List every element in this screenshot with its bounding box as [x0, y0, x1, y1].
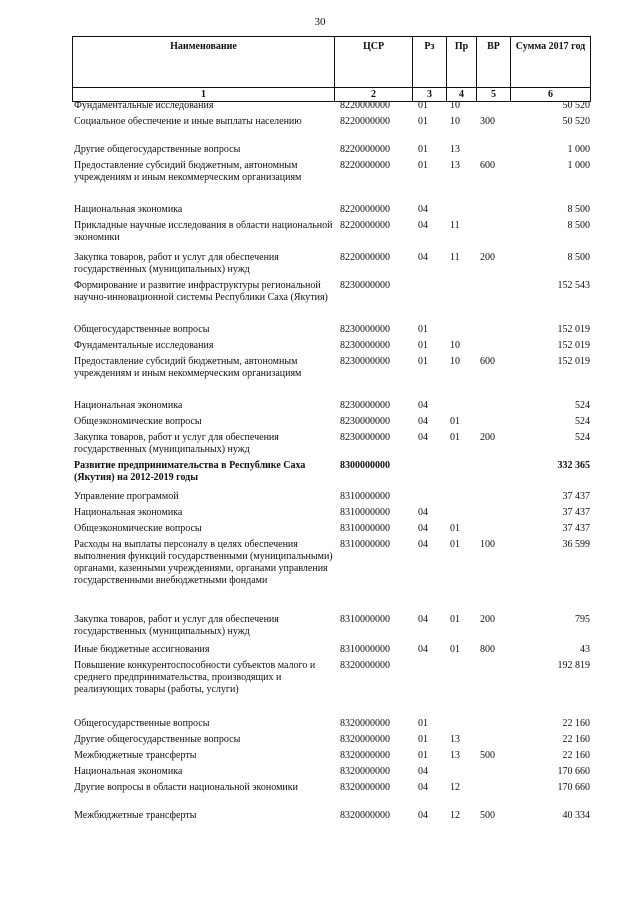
row-name: Закупка товаров, работ и услуг для обеспечения государственных (муниципальных) нужд — [74, 614, 279, 637]
row-csr: 8320000000 — [340, 718, 390, 729]
row-rz: 01 — [418, 160, 428, 171]
row-name: Фундаментальные исследования — [74, 340, 214, 351]
row-name: Другие общегосударственные вопросы — [74, 144, 241, 155]
row-pr: 10 — [450, 340, 460, 351]
row-csr: 8220000000 — [340, 144, 390, 155]
row-sum: 152 019 — [557, 324, 590, 335]
row-rz: 04 — [418, 810, 428, 821]
row-pr: 10 — [450, 100, 460, 111]
row-vr: 100 — [480, 539, 495, 550]
row-name: Национальная экономика — [74, 507, 183, 518]
row-csr: 8310000000 — [340, 539, 390, 550]
row-rz: 04 — [418, 644, 428, 655]
row-sum: 152 543 — [557, 280, 590, 291]
row-csr: 8320000000 — [340, 750, 390, 761]
row-sum: 8 500 — [567, 204, 590, 215]
row-sum: 524 — [575, 432, 590, 443]
row-vr: 500 — [480, 810, 495, 821]
row-csr: 8220000000 — [340, 252, 390, 263]
row-vr: 300 — [480, 116, 495, 127]
row-pr: 13 — [450, 734, 460, 745]
row-csr: 8320000000 — [340, 810, 390, 821]
row-csr: 8310000000 — [340, 523, 390, 534]
row-csr: 8300000000 — [340, 460, 390, 471]
row-csr: 8220000000 — [340, 100, 390, 111]
row-csr: 8230000000 — [340, 324, 390, 335]
row-rz: 01 — [418, 734, 428, 745]
row-csr: 8230000000 — [340, 356, 390, 367]
row-csr: 8230000000 — [340, 416, 390, 427]
row-vr: 600 — [480, 356, 495, 367]
row-sum: 152 019 — [557, 356, 590, 367]
row-pr: 13 — [450, 160, 460, 171]
row-name: Иные бюджетные ассигнования — [74, 644, 210, 655]
row-csr: 8220000000 — [340, 204, 390, 215]
row-rz: 04 — [418, 432, 428, 443]
row-sum: 50 520 — [562, 100, 590, 111]
row-name: Прикладные научные исследования в области национальной экономики — [74, 220, 333, 243]
row-name: Национальная экономика — [74, 766, 183, 777]
header-rz: Рз — [413, 37, 447, 88]
row-name: Другие общегосударственные вопросы — [74, 734, 241, 745]
row-sum: 43 — [580, 644, 590, 655]
row-name: Формирование и развитие инфраструктуры региональной научно-инновационной системы Республики Саха (Якутия) — [74, 280, 328, 303]
row-sum: 170 660 — [557, 766, 590, 777]
row-vr: 200 — [480, 432, 495, 443]
row-name: Закупка товаров, работ и услуг для обеспечения государственных (муниципальных) нужд — [74, 252, 279, 275]
row-sum: 524 — [575, 416, 590, 427]
row-name: Повышение конкурентоспособности субъектов малого и среднего предпринимательства, производящих и реализующих товары (работы, услуги) — [74, 660, 316, 695]
row-rz: 04 — [418, 252, 428, 263]
row-csr: 8310000000 — [340, 614, 390, 625]
row-csr: 8320000000 — [340, 660, 390, 671]
row-rz: 04 — [418, 220, 428, 231]
row-csr: 8320000000 — [340, 766, 390, 777]
row-vr: 200 — [480, 252, 495, 263]
row-rz: 04 — [418, 539, 428, 550]
row-rz: 04 — [418, 766, 428, 777]
row-name: Общеэкономические вопросы — [74, 523, 202, 534]
row-sum: 50 520 — [562, 116, 590, 127]
row-sum: 37 437 — [562, 491, 590, 502]
row-name: Предоставление субсидий бюджетным, автономным учреждениям и иным некоммерческим организациям — [74, 160, 302, 183]
row-rz: 04 — [418, 400, 428, 411]
row-sum: 795 — [575, 614, 590, 625]
row-csr: 8220000000 — [340, 220, 390, 231]
row-vr: 800 — [480, 644, 495, 655]
row-sum: 37 437 — [562, 507, 590, 518]
col-number-5: 5 — [477, 88, 511, 102]
col-number-3: 3 — [413, 88, 447, 102]
col-number-2: 2 — [335, 88, 413, 102]
row-sum: 37 437 — [562, 523, 590, 534]
row-sum: 1 000 — [567, 160, 590, 171]
row-sum: 22 160 — [562, 750, 590, 761]
row-sum: 40 334 — [562, 810, 590, 821]
row-name: Предоставление субсидий бюджетным, автономным учреждениям и иным некоммерческим организациям — [74, 356, 302, 379]
row-sum: 22 160 — [562, 718, 590, 729]
row-rz: 01 — [418, 718, 428, 729]
row-name: Развитие предпринимательства в Республике Саха (Якутия) на 2012-2019 годы — [74, 460, 306, 483]
row-csr: 8310000000 — [340, 491, 390, 502]
header-sum: Сумма 2017 год — [511, 37, 591, 88]
row-name: Межбюджетные трансферты — [74, 750, 197, 761]
row-sum: 22 160 — [562, 734, 590, 745]
row-pr: 12 — [450, 810, 460, 821]
row-name: Общегосударственные вопросы — [74, 324, 210, 335]
row-vr: 200 — [480, 614, 495, 625]
row-rz: 01 — [418, 100, 428, 111]
header-name: Наименование — [73, 37, 335, 88]
row-sum: 8 500 — [567, 220, 590, 231]
row-csr: 8320000000 — [340, 782, 390, 793]
row-pr: 01 — [450, 416, 460, 427]
row-sum: 36 599 — [562, 539, 590, 550]
row-name: Управление программой — [74, 491, 179, 502]
row-rz: 01 — [418, 116, 428, 127]
row-rz: 01 — [418, 340, 428, 351]
row-pr: 13 — [450, 144, 460, 155]
row-csr: 8230000000 — [340, 432, 390, 443]
row-pr: 01 — [450, 614, 460, 625]
row-csr: 8230000000 — [340, 280, 390, 291]
row-rz: 04 — [418, 416, 428, 427]
row-csr: 8230000000 — [340, 400, 390, 411]
row-name: Общегосударственные вопросы — [74, 718, 210, 729]
row-rz: 01 — [418, 750, 428, 761]
row-pr: 10 — [450, 356, 460, 367]
row-rz: 04 — [418, 523, 428, 534]
row-csr: 8220000000 — [340, 116, 390, 127]
row-pr: 01 — [450, 523, 460, 534]
row-pr: 12 — [450, 782, 460, 793]
row-name: Национальная экономика — [74, 400, 183, 411]
row-name: Национальная экономика — [74, 204, 183, 215]
header-csr: ЦСР — [335, 37, 413, 88]
row-name: Межбюджетные трансферты — [74, 810, 197, 821]
row-sum: 524 — [575, 400, 590, 411]
row-pr: 01 — [450, 644, 460, 655]
row-rz: 04 — [418, 782, 428, 793]
header-vr: ВР — [477, 37, 511, 88]
row-rz: 04 — [418, 507, 428, 518]
row-csr: 8310000000 — [340, 507, 390, 518]
row-name: Фундаментальные исследования — [74, 100, 214, 111]
row-sum: 1 000 — [567, 144, 590, 155]
row-csr: 8310000000 — [340, 644, 390, 655]
col-number-6: 6 — [511, 88, 591, 102]
row-sum: 152 019 — [557, 340, 590, 351]
table-header — [72, 36, 591, 102]
row-pr: 13 — [450, 750, 460, 761]
row-csr: 8220000000 — [340, 160, 390, 171]
row-name: Социальное обеспечение и иные выплаты населению — [74, 116, 302, 127]
row-sum: 332 365 — [557, 460, 590, 471]
row-pr: 10 — [450, 116, 460, 127]
row-rz: 04 — [418, 614, 428, 625]
row-csr: 8230000000 — [340, 340, 390, 351]
row-pr: 01 — [450, 432, 460, 443]
row-rz: 01 — [418, 356, 428, 367]
row-vr: 500 — [480, 750, 495, 761]
row-name: Закупка товаров, работ и услуг для обеспечения государственных (муниципальных) нужд — [74, 432, 279, 455]
header-pr: Пр — [447, 37, 477, 88]
row-name: Другие вопросы в области национальной экономики — [74, 782, 298, 793]
row-vr: 600 — [480, 160, 495, 171]
row-pr: 01 — [450, 539, 460, 550]
row-sum: 8 500 — [567, 252, 590, 263]
page-number: 30 — [314, 16, 326, 28]
row-rz: 01 — [418, 144, 428, 155]
col-number-4: 4 — [447, 88, 477, 102]
row-sum: 192 819 — [557, 660, 590, 671]
row-pr: 11 — [450, 252, 460, 263]
row-csr: 8320000000 — [340, 734, 390, 745]
row-name: Общеэкономические вопросы — [74, 416, 202, 427]
row-rz: 01 — [418, 324, 428, 335]
row-sum: 170 660 — [557, 782, 590, 793]
row-pr: 11 — [450, 220, 460, 231]
row-rz: 04 — [418, 204, 428, 215]
col-number-1: 1 — [73, 88, 335, 102]
row-name: Расходы на выплаты персоналу в целях обеспечения выполнения функций государственными (муниципальными) органами, казенными учреждениями, органами управления государственными внебюджетными фондами — [74, 539, 333, 586]
